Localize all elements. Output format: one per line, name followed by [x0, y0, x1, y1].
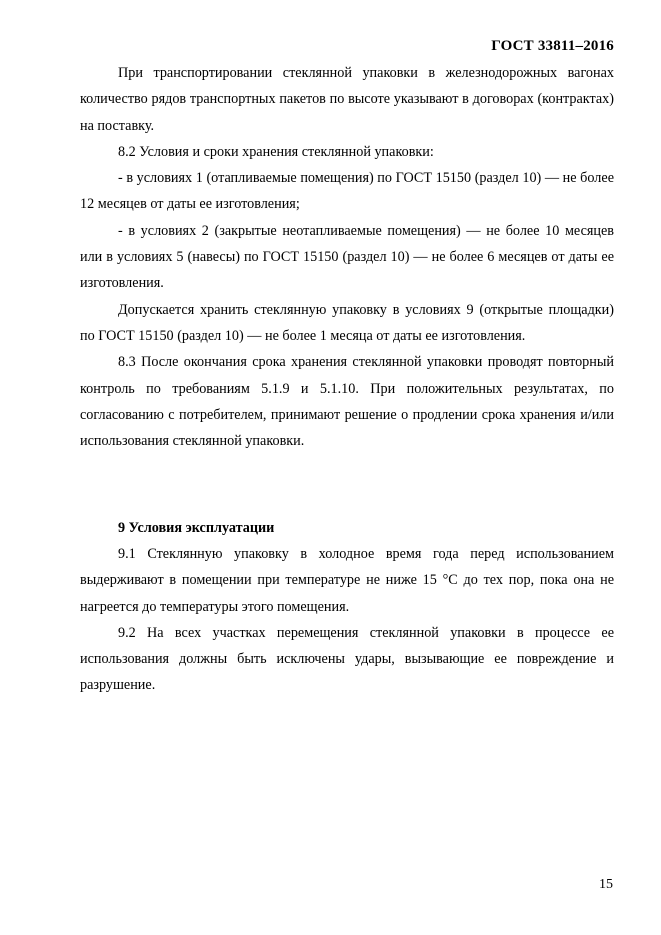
- paragraph-storage-condition-9: Допускается хранить стеклянную упаковку в условиях 9 (открытые площадки) по ГОСТ 15150 (раздел 10) — не более 1 месяца от даты ее изготовления.: [80, 301, 614, 344]
- paragraph-9-2-impacts: 9.2 На всех участках перемещения стеклянной упаковки в процессе ее использования должны быть исключены удары, вызывающие ее повреждение и разрушение.: [80, 624, 614, 694]
- list-item-storage-condition-1: - в условиях 1 (отапливаемые помещения) по ГОСТ 15150 (раздел 10) — не более 12 месяцев от даты ее изготовления;: [80, 170, 614, 213]
- paragraph-9-1-temperature: 9.1 Стеклянную упаковку в холодное время года перед использованием выдерживают в помещении при температуре не ниже 15 °С до тех пор, пока она не нагреется до температуры этого помещения.: [80, 546, 614, 615]
- page-number: 15: [599, 877, 613, 892]
- section-9-text: [80, 541, 614, 699]
- paragraph-8-3-recheck: 8.3 После окончания срока хранения стеклянной упаковки проводят повторный контроль по требованиям 5.1.9 и 5.1.10. При положительных результатах, по согласованию с потребителем, принимают решение о продлении срока хранения и/или использования стеклянной упаковки.: [80, 354, 614, 450]
- paragraph-transport-packages: При транспортировании стеклянной упаковки в железнодорожных вагонах количество рядов транспортных пакетов по высоте указывают в договорах (контрактах) на поставку.: [80, 65, 614, 134]
- section-8-text: [80, 60, 614, 454]
- section-9-heading: 9 Условия эксплуатации: [118, 520, 275, 536]
- list-item-storage-condition-2: - в условиях 2 (закрытые неотапливаемые помещения) — не более 10 месяцев или в условиях 5 (навесы) по ГОСТ 15150 (раздел 10) — не более 6 месяцев от даты ее изготовления.: [80, 222, 614, 292]
- document-id-header: ГОСТ 33811–2016: [491, 38, 614, 54]
- paragraph-8-2-storage-conditions: 8.2 Условия и сроки хранения стеклянной упаковки:: [118, 143, 434, 160]
